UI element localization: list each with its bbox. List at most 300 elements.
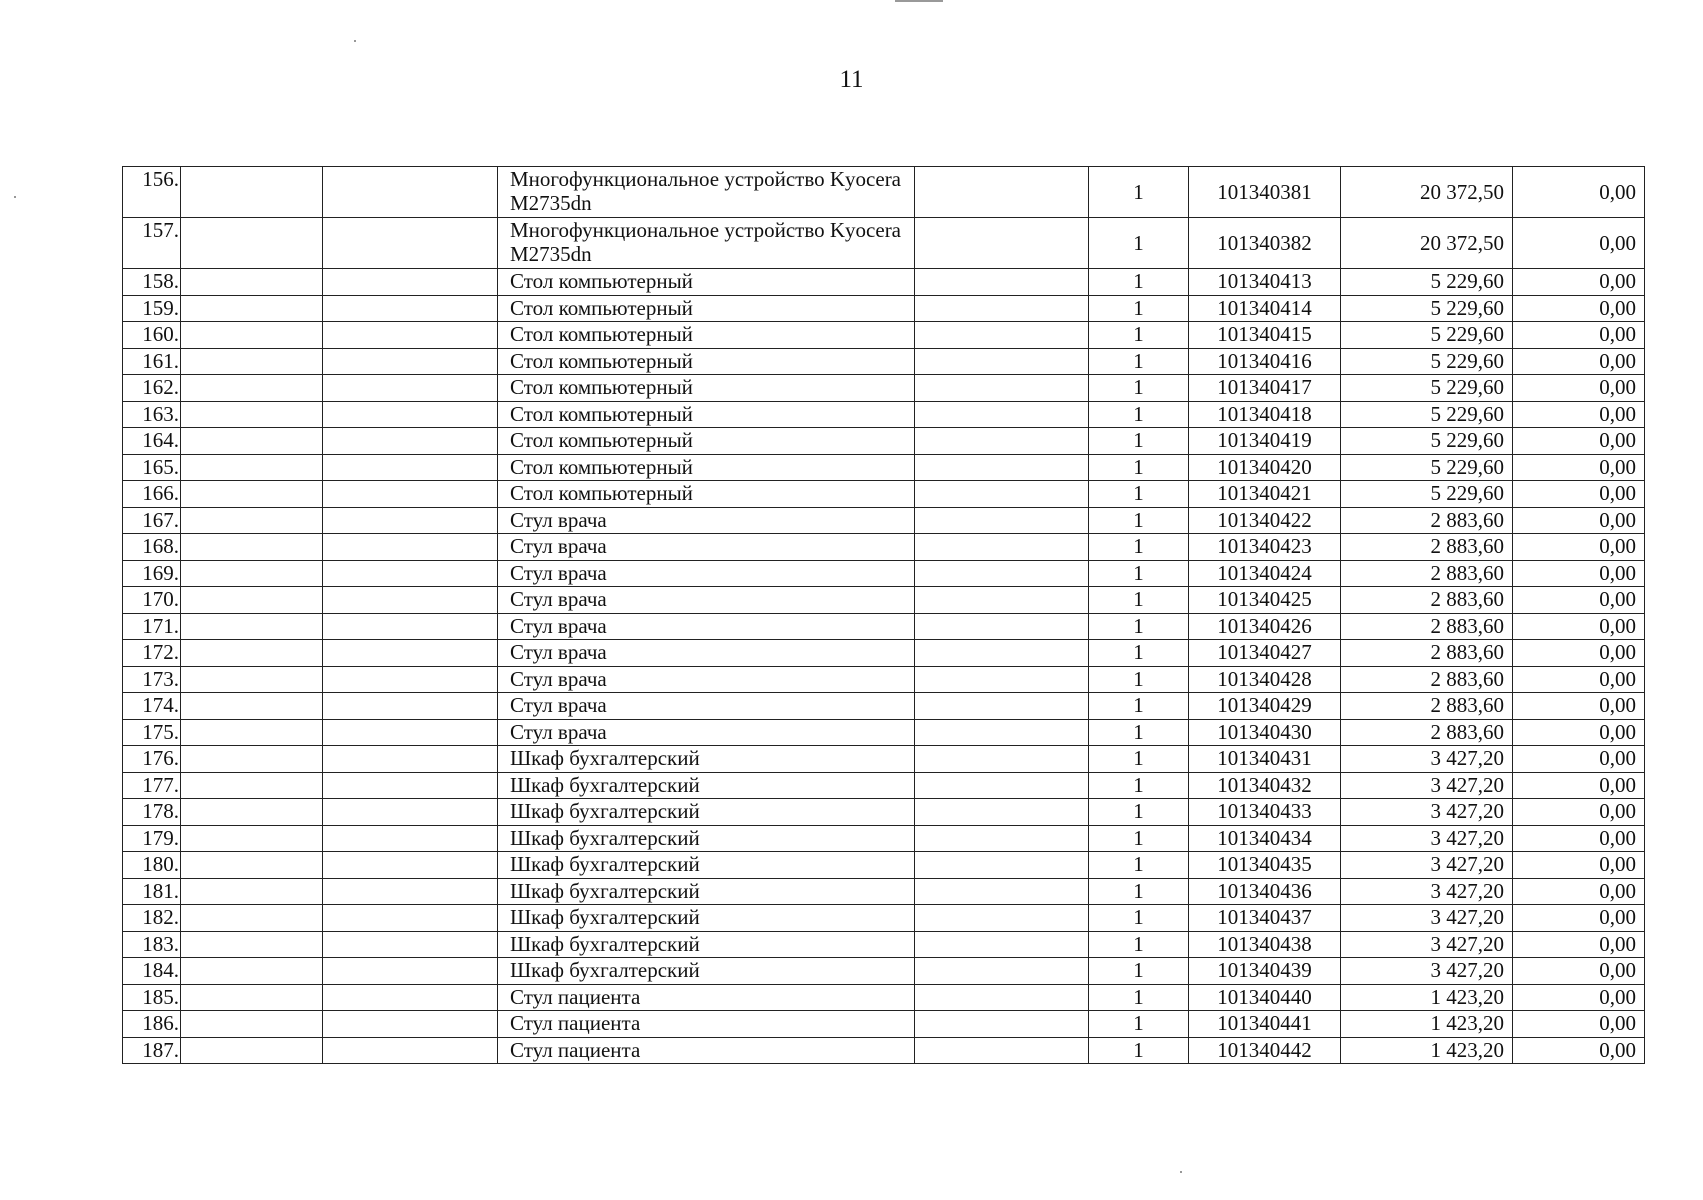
row-number: 159. (123, 295, 181, 322)
item-quantity: 1 (1089, 719, 1189, 746)
inventory-number: 101340429 (1189, 693, 1341, 720)
table-row (123, 746, 1645, 773)
row-number: 157. (123, 218, 181, 269)
depreciation: 0,00 (1513, 507, 1645, 534)
blank-cell (323, 269, 498, 296)
inventory-number: 101340381 (1189, 167, 1341, 218)
blank-cell (915, 269, 1089, 296)
table-row (123, 666, 1645, 693)
blank-cell (323, 428, 498, 455)
table-row (123, 613, 1645, 640)
inventory-number: 101340434 (1189, 825, 1341, 852)
book-value: 2 883,60 (1341, 640, 1513, 667)
depreciation: 0,00 (1513, 587, 1645, 614)
blank-cell (915, 454, 1089, 481)
blank-cell (915, 772, 1089, 799)
blank-cell (181, 269, 323, 296)
table-row (123, 825, 1645, 852)
blank-cell (323, 825, 498, 852)
book-value: 3 427,20 (1341, 878, 1513, 905)
book-value: 5 229,60 (1341, 428, 1513, 455)
book-value: 5 229,60 (1341, 401, 1513, 428)
blank-cell (915, 218, 1089, 269)
table-row (123, 587, 1645, 614)
table-row (123, 640, 1645, 667)
blank-cell (323, 640, 498, 667)
book-value: 3 427,20 (1341, 772, 1513, 799)
item-quantity: 1 (1089, 167, 1189, 218)
item-quantity: 1 (1089, 825, 1189, 852)
blank-cell (181, 295, 323, 322)
blank-cell (915, 613, 1089, 640)
item-name: Стол компьютерный (498, 322, 915, 349)
item-name: Стул пациента (498, 1037, 915, 1064)
book-value: 3 427,20 (1341, 958, 1513, 985)
item-name: Стол компьютерный (498, 481, 915, 508)
item-name: Шкаф бухгалтерский (498, 825, 915, 852)
blank-cell (323, 348, 498, 375)
blank-cell (181, 852, 323, 879)
item-quantity: 1 (1089, 218, 1189, 269)
blank-cell (915, 666, 1089, 693)
blank-cell (181, 693, 323, 720)
item-name: Стул врача (498, 640, 915, 667)
blank-cell (323, 167, 498, 218)
item-quantity: 1 (1089, 375, 1189, 402)
blank-cell (323, 401, 498, 428)
blank-cell (181, 218, 323, 269)
row-number: 180. (123, 852, 181, 879)
depreciation: 0,00 (1513, 1037, 1645, 1064)
row-number: 187. (123, 1037, 181, 1064)
item-quantity: 1 (1089, 905, 1189, 932)
blank-cell (915, 878, 1089, 905)
blank-cell (181, 322, 323, 349)
inventory-number: 101340382 (1189, 218, 1341, 269)
book-value: 3 427,20 (1341, 852, 1513, 879)
item-name: Многофункциональное устройство Kyocera M2735dn (498, 218, 915, 269)
item-name: Стол компьютерный (498, 348, 915, 375)
blank-cell (323, 1011, 498, 1038)
row-number: 165. (123, 454, 181, 481)
inventory-number: 101340421 (1189, 481, 1341, 508)
row-number: 171. (123, 613, 181, 640)
table-row (123, 878, 1645, 905)
depreciation: 0,00 (1513, 799, 1645, 826)
blank-cell (323, 693, 498, 720)
blank-cell (915, 587, 1089, 614)
table-row (123, 534, 1645, 561)
blank-cell (181, 428, 323, 455)
table-row (123, 269, 1645, 296)
blank-cell (323, 322, 498, 349)
table-row (123, 984, 1645, 1011)
blank-cell (181, 348, 323, 375)
row-number: 182. (123, 905, 181, 932)
item-quantity: 1 (1089, 852, 1189, 879)
inventory-number: 101340438 (1189, 931, 1341, 958)
table-row (123, 428, 1645, 455)
table-row (123, 799, 1645, 826)
inventory-number: 101340430 (1189, 719, 1341, 746)
item-name: Стул врача (498, 507, 915, 534)
book-value: 5 229,60 (1341, 269, 1513, 296)
book-value: 1 423,20 (1341, 1011, 1513, 1038)
item-quantity: 1 (1089, 322, 1189, 349)
depreciation: 0,00 (1513, 640, 1645, 667)
item-name: Шкаф бухгалтерский (498, 772, 915, 799)
table-row (123, 693, 1645, 720)
item-name: Стул врача (498, 693, 915, 720)
inventory-number: 101340424 (1189, 560, 1341, 587)
table-row (123, 905, 1645, 932)
item-quantity: 1 (1089, 401, 1189, 428)
blank-cell (915, 507, 1089, 534)
row-number: 170. (123, 587, 181, 614)
book-value: 5 229,60 (1341, 295, 1513, 322)
depreciation: 0,00 (1513, 746, 1645, 773)
row-number: 167. (123, 507, 181, 534)
inventory-number: 101340431 (1189, 746, 1341, 773)
row-number: 173. (123, 666, 181, 693)
book-value: 5 229,60 (1341, 322, 1513, 349)
inventory-number: 101340437 (1189, 905, 1341, 932)
blank-cell (915, 693, 1089, 720)
item-name: Стул врача (498, 613, 915, 640)
depreciation: 0,00 (1513, 167, 1645, 218)
item-name: Шкаф бухгалтерский (498, 799, 915, 826)
item-quantity: 1 (1089, 269, 1189, 296)
inventory-number: 101340439 (1189, 958, 1341, 985)
depreciation: 0,00 (1513, 348, 1645, 375)
item-quantity: 1 (1089, 587, 1189, 614)
book-value: 3 427,20 (1341, 746, 1513, 773)
depreciation: 0,00 (1513, 958, 1645, 985)
table-row (123, 1011, 1645, 1038)
row-number: 164. (123, 428, 181, 455)
inventory-number: 101340422 (1189, 507, 1341, 534)
blank-cell (323, 218, 498, 269)
blank-cell (915, 481, 1089, 508)
book-value: 20 372,50 (1341, 167, 1513, 218)
blank-cell (323, 878, 498, 905)
table-row (123, 772, 1645, 799)
row-number: 169. (123, 560, 181, 587)
blank-cell (323, 746, 498, 773)
blank-cell (323, 587, 498, 614)
book-value: 2 883,60 (1341, 613, 1513, 640)
blank-cell (915, 167, 1089, 218)
item-quantity: 1 (1089, 640, 1189, 667)
blank-cell (323, 799, 498, 826)
blank-cell (181, 507, 323, 534)
depreciation: 0,00 (1513, 613, 1645, 640)
table-row (123, 852, 1645, 879)
blank-cell (915, 746, 1089, 773)
item-name: Стул врача (498, 534, 915, 561)
depreciation: 0,00 (1513, 825, 1645, 852)
item-name: Шкаф бухгалтерский (498, 878, 915, 905)
item-name: Стол компьютерный (498, 428, 915, 455)
blank-cell (181, 640, 323, 667)
blank-cell (915, 295, 1089, 322)
item-quantity: 1 (1089, 560, 1189, 587)
depreciation: 0,00 (1513, 218, 1645, 269)
depreciation: 0,00 (1513, 560, 1645, 587)
inventory-number: 101340417 (1189, 375, 1341, 402)
table-row (123, 348, 1645, 375)
blank-cell (323, 931, 498, 958)
table-row (123, 401, 1645, 428)
blank-cell (915, 1037, 1089, 1064)
inventory-number: 101340419 (1189, 428, 1341, 455)
blank-cell (915, 560, 1089, 587)
scan-mark (895, 0, 943, 2)
depreciation: 0,00 (1513, 852, 1645, 879)
book-value: 3 427,20 (1341, 825, 1513, 852)
blank-cell (915, 428, 1089, 455)
blank-cell (323, 613, 498, 640)
table-row (123, 481, 1645, 508)
item-quantity: 1 (1089, 1011, 1189, 1038)
blank-cell (181, 825, 323, 852)
blank-cell (915, 799, 1089, 826)
blank-cell (181, 454, 323, 481)
table-row (123, 375, 1645, 402)
blank-cell (915, 905, 1089, 932)
blank-cell (181, 905, 323, 932)
inventory-number: 101340426 (1189, 613, 1341, 640)
blank-cell (181, 878, 323, 905)
row-number: 176. (123, 746, 181, 773)
item-name: Шкаф бухгалтерский (498, 905, 915, 932)
book-value: 2 883,60 (1341, 719, 1513, 746)
blank-cell (181, 1011, 323, 1038)
row-number: 181. (123, 878, 181, 905)
blank-cell (915, 984, 1089, 1011)
item-name: Шкаф бухгалтерский (498, 746, 915, 773)
blank-cell (181, 167, 323, 218)
row-number: 162. (123, 375, 181, 402)
blank-cell (323, 666, 498, 693)
item-quantity: 1 (1089, 481, 1189, 508)
blank-cell (323, 375, 498, 402)
book-value: 3 427,20 (1341, 799, 1513, 826)
table-row (123, 560, 1645, 587)
row-number: 166. (123, 481, 181, 508)
item-name: Стул врача (498, 719, 915, 746)
item-name: Шкаф бухгалтерский (498, 931, 915, 958)
book-value: 1 423,20 (1341, 984, 1513, 1011)
blank-cell (181, 560, 323, 587)
item-name: Стул врача (498, 587, 915, 614)
blank-cell (181, 587, 323, 614)
inventory-number: 101340436 (1189, 878, 1341, 905)
blank-cell (181, 401, 323, 428)
blank-cell (323, 534, 498, 561)
table-row (123, 507, 1645, 534)
blank-cell (323, 984, 498, 1011)
row-number: 179. (123, 825, 181, 852)
blank-cell (323, 560, 498, 587)
blank-cell (181, 772, 323, 799)
depreciation: 0,00 (1513, 719, 1645, 746)
row-number: 160. (123, 322, 181, 349)
inventory-number: 101340413 (1189, 269, 1341, 296)
table-row (123, 931, 1645, 958)
blank-cell (181, 481, 323, 508)
item-name: Стол компьютерный (498, 269, 915, 296)
item-quantity: 1 (1089, 693, 1189, 720)
inventory-number: 101340416 (1189, 348, 1341, 375)
blank-cell (181, 375, 323, 402)
item-quantity: 1 (1089, 534, 1189, 561)
blank-cell (181, 666, 323, 693)
inventory-number: 101340414 (1189, 295, 1341, 322)
depreciation: 0,00 (1513, 322, 1645, 349)
inventory-number: 101340427 (1189, 640, 1341, 667)
item-name: Стол компьютерный (498, 375, 915, 402)
depreciation: 0,00 (1513, 428, 1645, 455)
item-name: Шкаф бухгалтерский (498, 958, 915, 985)
row-number: 168. (123, 534, 181, 561)
depreciation: 0,00 (1513, 984, 1645, 1011)
book-value: 20 372,50 (1341, 218, 1513, 269)
blank-cell (323, 719, 498, 746)
blank-cell (323, 958, 498, 985)
depreciation: 0,00 (1513, 454, 1645, 481)
item-quantity: 1 (1089, 454, 1189, 481)
inventory-number: 101340415 (1189, 322, 1341, 349)
blank-cell (915, 322, 1089, 349)
book-value: 3 427,20 (1341, 905, 1513, 932)
item-name: Многофункциональное устройство Kyocera M2735dn (498, 167, 915, 218)
item-name: Стул пациента (498, 984, 915, 1011)
inventory-table (122, 166, 1645, 1064)
row-number: 185. (123, 984, 181, 1011)
blank-cell (323, 481, 498, 508)
item-quantity: 1 (1089, 984, 1189, 1011)
book-value: 5 229,60 (1341, 454, 1513, 481)
page-number: 11 (839, 66, 864, 93)
item-quantity: 1 (1089, 746, 1189, 773)
blank-cell (181, 984, 323, 1011)
item-name: Стол компьютерный (498, 295, 915, 322)
item-quantity: 1 (1089, 507, 1189, 534)
depreciation: 0,00 (1513, 931, 1645, 958)
table-row (123, 719, 1645, 746)
inventory-number: 101340418 (1189, 401, 1341, 428)
blank-cell (915, 1011, 1089, 1038)
scan-speck (14, 196, 16, 198)
blank-cell (323, 852, 498, 879)
blank-cell (915, 640, 1089, 667)
depreciation: 0,00 (1513, 295, 1645, 322)
item-quantity: 1 (1089, 799, 1189, 826)
depreciation: 0,00 (1513, 269, 1645, 296)
table-row (123, 167, 1645, 218)
blank-cell (915, 931, 1089, 958)
book-value: 2 883,60 (1341, 693, 1513, 720)
inventory-number: 101340428 (1189, 666, 1341, 693)
item-quantity: 1 (1089, 958, 1189, 985)
book-value: 2 883,60 (1341, 507, 1513, 534)
item-name: Стул врача (498, 560, 915, 587)
table-row (123, 454, 1645, 481)
depreciation: 0,00 (1513, 772, 1645, 799)
blank-cell (915, 348, 1089, 375)
inventory-number: 101340420 (1189, 454, 1341, 481)
book-value: 5 229,60 (1341, 375, 1513, 402)
table-row (123, 322, 1645, 349)
scan-speck (354, 40, 356, 42)
book-value: 1 423,20 (1341, 1037, 1513, 1064)
book-value: 5 229,60 (1341, 348, 1513, 375)
row-number: 177. (123, 772, 181, 799)
depreciation: 0,00 (1513, 375, 1645, 402)
depreciation: 0,00 (1513, 481, 1645, 508)
blank-cell (323, 507, 498, 534)
blank-cell (323, 1037, 498, 1064)
blank-cell (915, 534, 1089, 561)
blank-cell (181, 799, 323, 826)
depreciation: 0,00 (1513, 666, 1645, 693)
item-quantity: 1 (1089, 613, 1189, 640)
book-value: 3 427,20 (1341, 931, 1513, 958)
item-quantity: 1 (1089, 931, 1189, 958)
blank-cell (915, 958, 1089, 985)
book-value: 2 883,60 (1341, 587, 1513, 614)
table-row (123, 295, 1645, 322)
item-quantity: 1 (1089, 428, 1189, 455)
blank-cell (915, 401, 1089, 428)
row-number: 178. (123, 799, 181, 826)
depreciation: 0,00 (1513, 1011, 1645, 1038)
blank-cell (915, 852, 1089, 879)
item-name: Стул врача (498, 666, 915, 693)
row-number: 158. (123, 269, 181, 296)
inventory-number: 101340423 (1189, 534, 1341, 561)
row-number: 183. (123, 931, 181, 958)
depreciation: 0,00 (1513, 534, 1645, 561)
row-number: 175. (123, 719, 181, 746)
book-value: 2 883,60 (1341, 666, 1513, 693)
item-quantity: 1 (1089, 295, 1189, 322)
scan-speck (1180, 1171, 1182, 1173)
table-row (123, 1037, 1645, 1064)
blank-cell (181, 746, 323, 773)
blank-cell (181, 613, 323, 640)
blank-cell (181, 958, 323, 985)
book-value: 2 883,60 (1341, 534, 1513, 561)
row-number: 184. (123, 958, 181, 985)
item-name: Стул пациента (498, 1011, 915, 1038)
inventory-number: 101340432 (1189, 772, 1341, 799)
inventory-number: 101340442 (1189, 1037, 1341, 1064)
item-name: Стол компьютерный (498, 454, 915, 481)
item-quantity: 1 (1089, 666, 1189, 693)
row-number: 161. (123, 348, 181, 375)
blank-cell (181, 1037, 323, 1064)
item-quantity: 1 (1089, 348, 1189, 375)
row-number: 186. (123, 1011, 181, 1038)
row-number: 156. (123, 167, 181, 218)
blank-cell (323, 295, 498, 322)
item-name: Шкаф бухгалтерский (498, 852, 915, 879)
row-number: 174. (123, 693, 181, 720)
inventory-number: 101340435 (1189, 852, 1341, 879)
blank-cell (915, 375, 1089, 402)
